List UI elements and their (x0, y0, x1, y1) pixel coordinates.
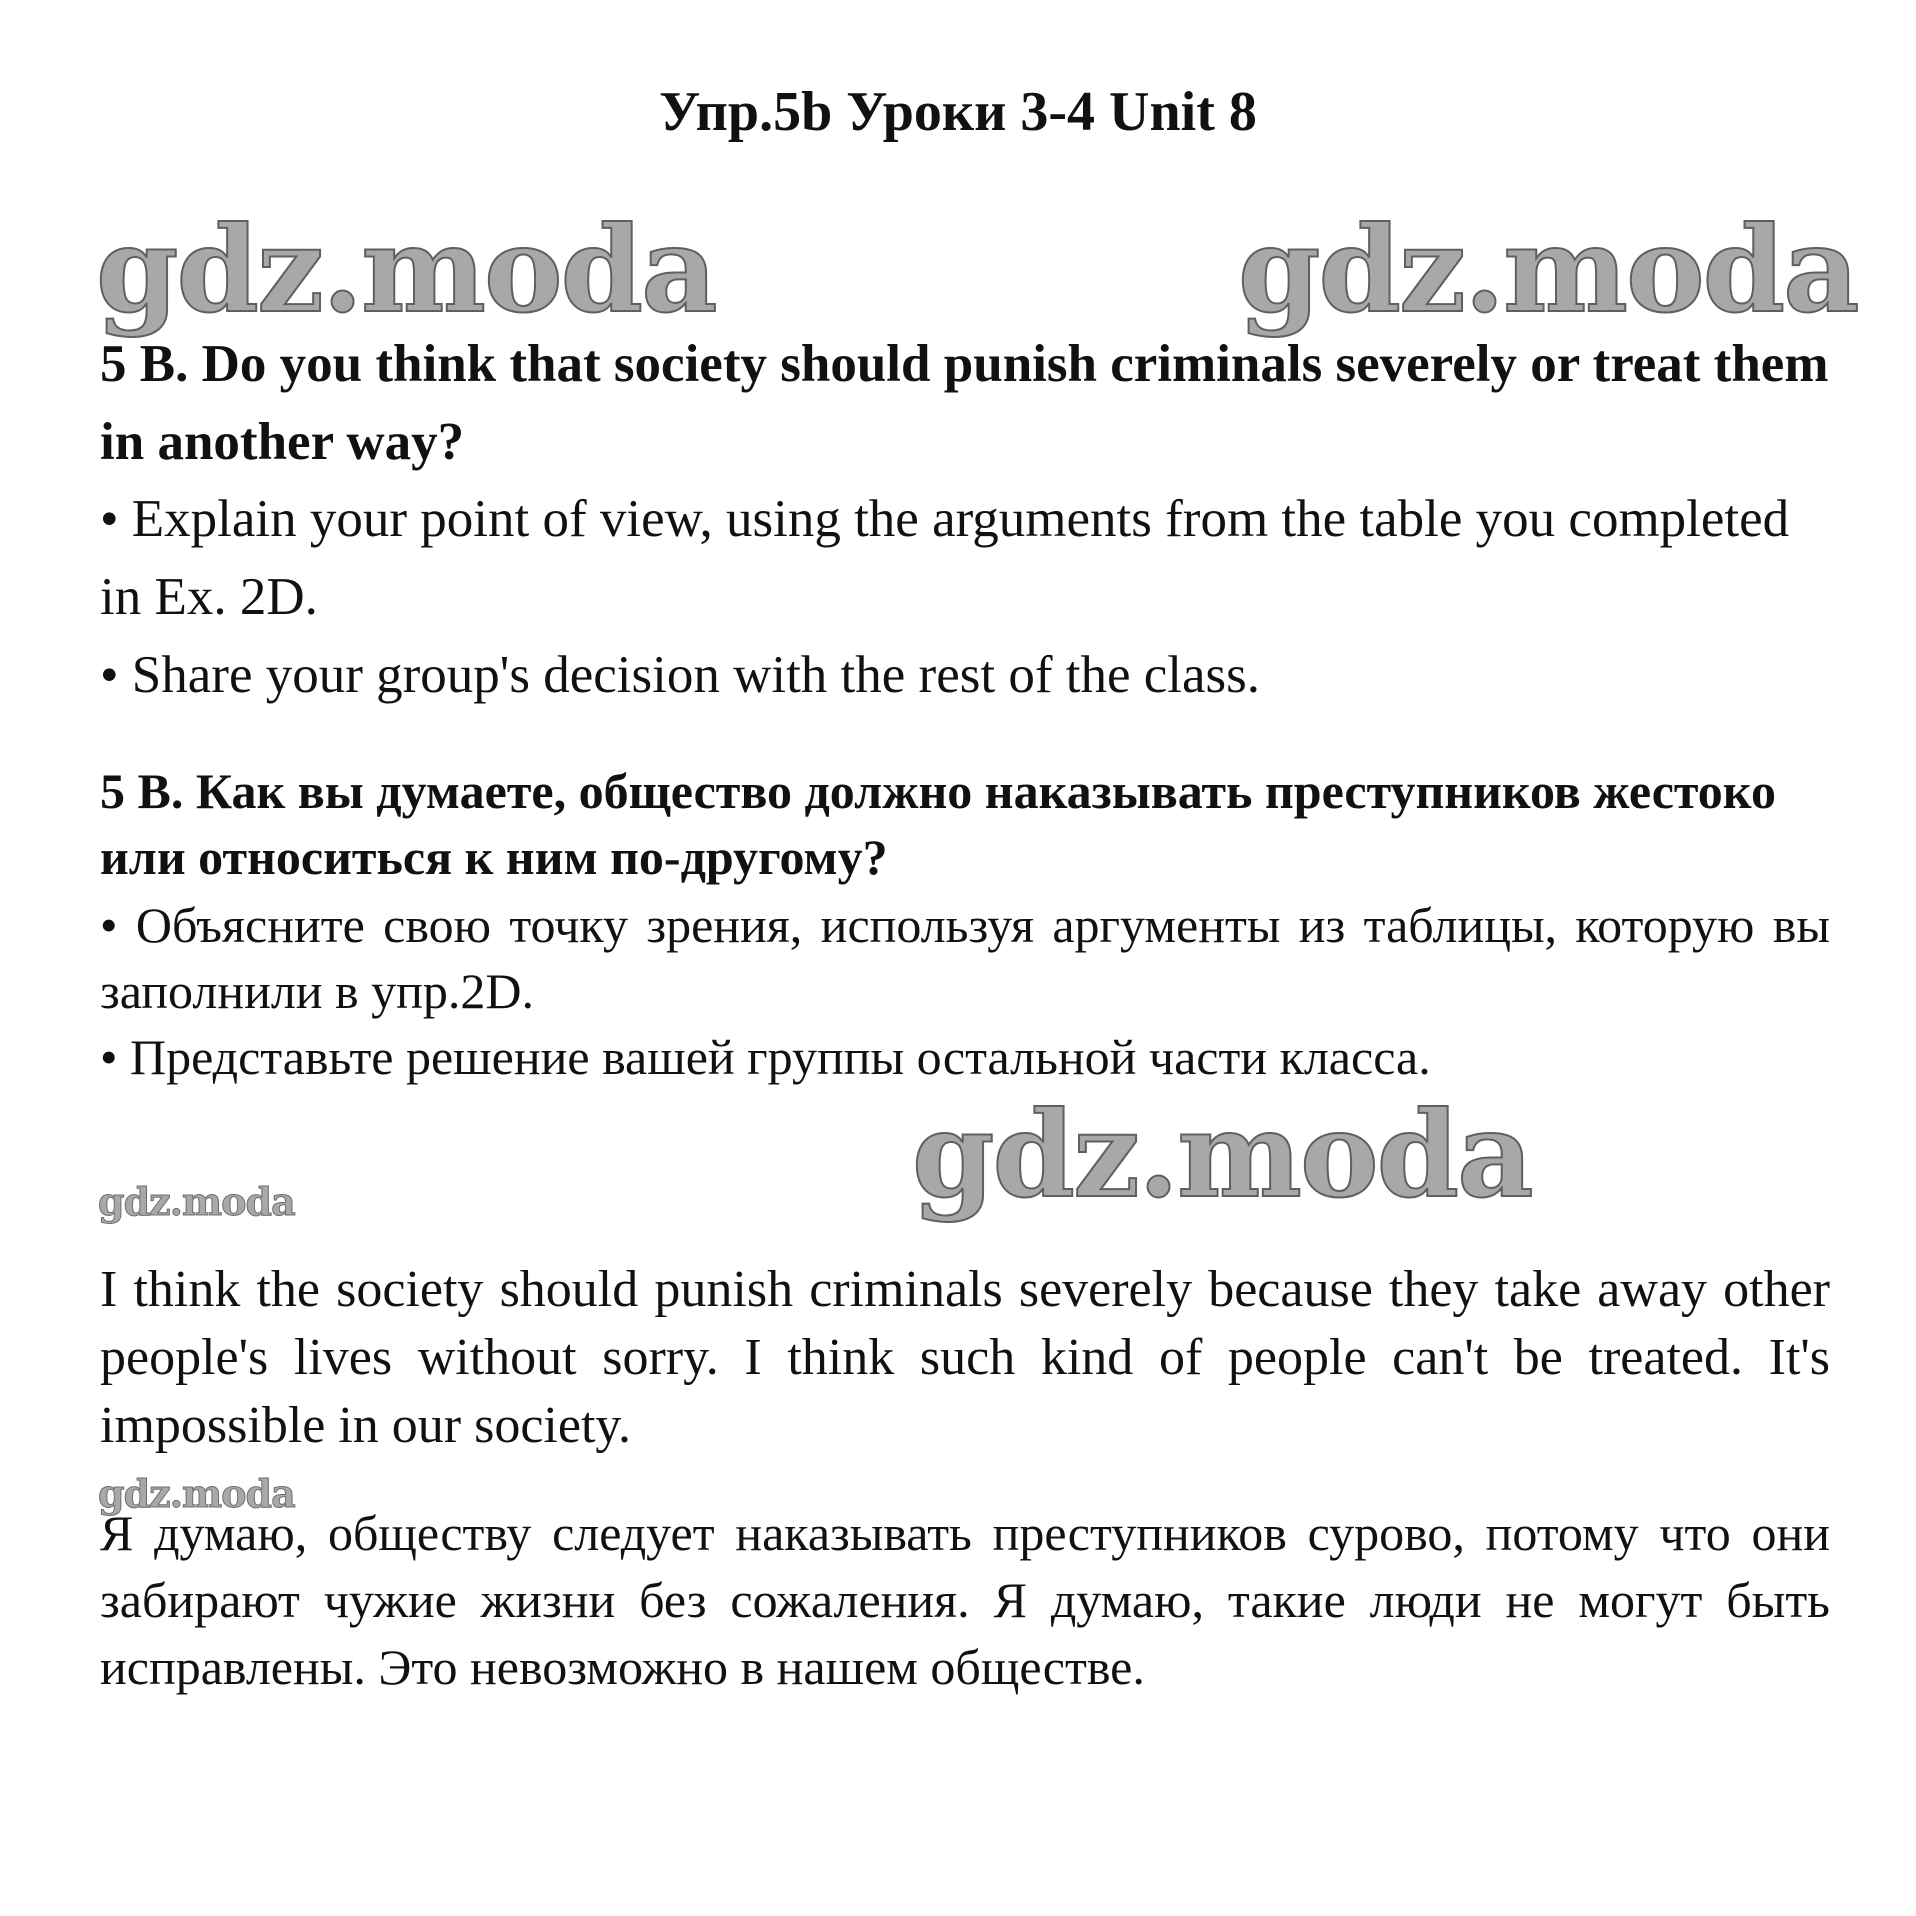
watermark-logo-small: gdz.moda (98, 1179, 295, 1224)
watermark-logo: gdz.moda (96, 200, 716, 339)
instruction-bullet: • Share your group's decision with the rest of the class. (100, 646, 1260, 704)
task-question-russian: 5 B. Как вы думаете, общество должно наказывать преступников жестоко или относиться к ним по-другому? (100, 763, 1776, 885)
page-title: Упр.5b Уроки 3-4 Unit 8 (659, 81, 1257, 143)
task-instructions-russian (100, 892, 1830, 1090)
answer-english: I think the society should punish criminals severely because they take away other people's lives without sorry. I think such kind of people can't be treated. It's impossible in our society. (100, 1261, 1830, 1454)
answer-russian: Я думаю, обществу следует наказывать преступников сурово, потому что они забирают чужие жизни без сожаления. Я думаю, такие люди не могут быть исправлены. Это невозможно в нашем обществе. (100, 1505, 1830, 1695)
task-instructions-english (100, 480, 1830, 714)
watermark-logo: gdz.moda (1238, 200, 1858, 339)
watermark-logo: gdz.moda (912, 1085, 1532, 1224)
watermark-logo-small: gdz.moda (98, 1471, 295, 1516)
instruction-bullet: • Объясните свою точку зрения, используя аргументы из таблицы, которую вы заполнили в упр.2D. (100, 897, 1830, 1019)
task-question-english: 5 B. Do you think that society should punish criminals severely or treat them in another way? (100, 335, 1829, 471)
instruction-bullet: • Explain your point of view, using the arguments from the table you completed in Ex. 2D. (100, 490, 1790, 626)
instruction-bullet: • Представьте решение вашей группы остальной части класса. (100, 1029, 1431, 1085)
